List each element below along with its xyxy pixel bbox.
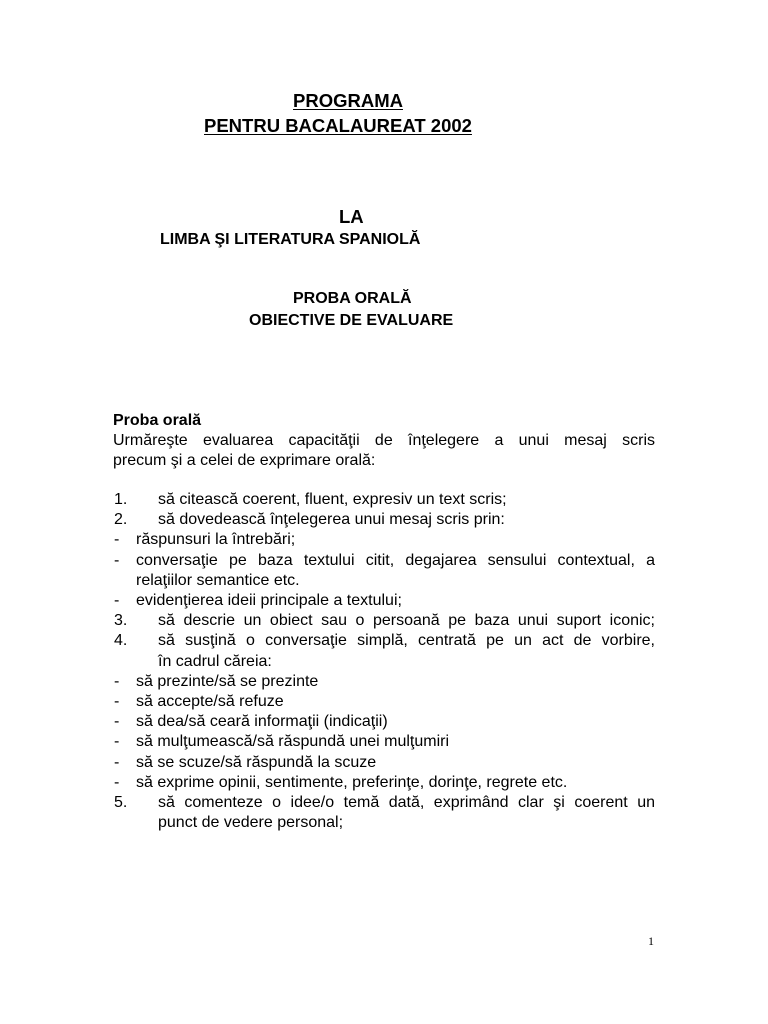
list-item-text: să dovedească înţelegerea unui mesaj scris prin:	[158, 511, 505, 529]
list-item-text: să descrie un obiect sau o persoană pe baza unui suport iconic;	[158, 612, 655, 630]
list-item-bullet: -	[114, 551, 120, 569]
list-item-text: în cadrul căreia:	[158, 652, 272, 670]
list-item-text: să mulţumească/să răspundă unei mulţumiri	[136, 733, 450, 751]
list-item-bullet: -	[114, 672, 120, 690]
list-item-text: răspunsuri la întrebări;	[136, 531, 296, 549]
section-heading: Proba orală	[113, 412, 202, 429]
list-item-bullet: -	[114, 773, 120, 791]
list-item-number: 4.	[114, 632, 128, 650]
page-number: 1	[648, 934, 654, 948]
list-item-number: 5.	[114, 794, 128, 811]
list-item-text: să exprime opinii, sentimente, preferinţe, dorinţe, regrete etc.	[136, 773, 568, 791]
title-la: LA	[339, 206, 364, 227]
list-item-text: să citească coerent, fluent, expresiv un text scris;	[158, 491, 507, 508]
list-item-text: relaţiilor semantice etc.	[136, 571, 300, 589]
subject-title: LIMBA ŞI LITERATURA SPANIOLĂ	[160, 231, 421, 248]
list-item-bullet: -	[114, 733, 120, 751]
objectives-title: OBIECTIVE DE EVALUARE	[249, 312, 454, 329]
title-bacalaureat: PENTRU BACALAUREAT 2002	[204, 115, 472, 136]
list-item-number: 3.	[114, 612, 128, 630]
list-item-text: conversaţie pe baza textului citit, degajarea sensului contextual, a	[136, 551, 655, 569]
list-item-text: punct de vedere personal;	[158, 814, 344, 832]
list-item-bullet: -	[114, 531, 120, 549]
list-item-text: să se scuze/să răspundă la scuze	[136, 753, 377, 771]
intro-paragraph-line1: Urmăreşte evaluarea capacităţii de înţelegere a unui mesaj scris	[113, 432, 655, 449]
list-item-bullet: -	[114, 592, 120, 609]
list-item-text: să prezinte/să se prezinte	[136, 672, 319, 690]
list-item-text: să susţină o conversaţie simplă, centrată pe un act de vorbire,	[158, 632, 655, 650]
list-item-text: să dea/să ceară informaţii (indicaţii)	[136, 713, 388, 731]
intro-paragraph-line2: precum şi a celei de exprimare orală:	[113, 452, 376, 469]
list-item-text: să accepte/să refuze	[136, 693, 284, 710]
list-item-bullet: -	[114, 693, 120, 710]
list-item-number: 1.	[114, 491, 128, 508]
list-item-bullet: -	[114, 753, 120, 771]
exam-title: PROBA ORALĂ	[293, 290, 412, 307]
list-item-text: evidenţierea ideii principale a textului;	[136, 592, 402, 609]
title-programa: PROGRAMA	[293, 90, 403, 111]
list-item-bullet: -	[114, 713, 120, 731]
list-item-text: să comenteze o idee/o temă dată, exprimând clar şi coerent un	[158, 794, 655, 811]
list-item-number: 2.	[114, 511, 128, 529]
